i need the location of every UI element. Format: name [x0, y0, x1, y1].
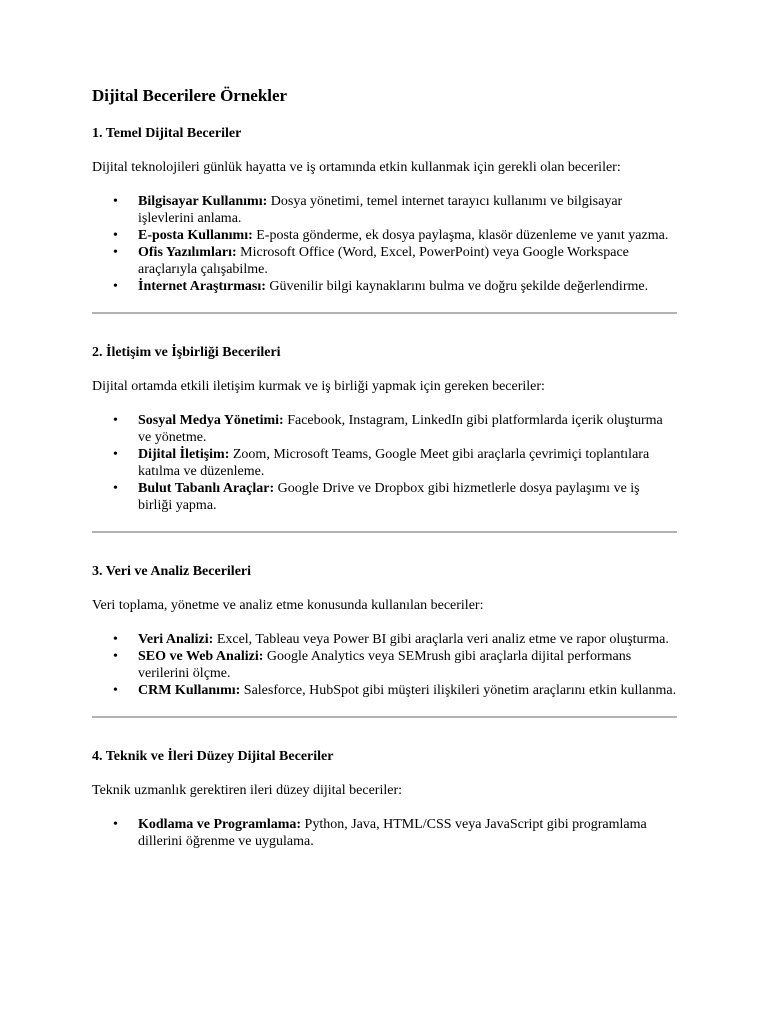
item-text: Google Analytics veya SEMrush gibi araçlarla dijital performans verilerini ölçme. — [138, 649, 632, 681]
list-item — [92, 227, 677, 244]
section-veri — [92, 563, 677, 699]
section-heading: 3. Veri ve Analiz Becerileri — [92, 564, 252, 579]
section-intro: Veri toplama, yönetme ve analiz etme konusunda kullanılan beceriler: — [92, 598, 484, 613]
item-text: Facebook, Instagram, LinkedIn gibi platformlarda içerik oluşturma ve yönetme. — [138, 413, 663, 445]
list-item — [92, 244, 677, 278]
list-item — [92, 278, 677, 295]
list-item — [92, 193, 677, 227]
list-item — [92, 648, 677, 682]
list-item — [92, 631, 677, 648]
item-text: E-posta gönderme, ek dosya paylaşma, klasör düzenleme ve yanıt yazma. — [252, 228, 669, 243]
section-temel — [92, 125, 677, 295]
bullet-list — [92, 631, 677, 699]
item-text: Güvenilir bilgi kaynaklarını bulma ve doğru şekilde değerlendirme. — [265, 279, 649, 294]
document-body — [92, 86, 677, 850]
section-intro: Teknik uzmanlık gerektiren ileri düzey dijital beceriler: — [92, 783, 403, 798]
item-term: Kodlama ve Programlama: — [138, 817, 302, 832]
document-title: Dijital Becerilere Örnekler — [92, 86, 288, 105]
section-heading: 2. İletişim ve İşbirliği Becerileri — [92, 345, 281, 360]
item-term: Ofis Yazılımları: — [138, 245, 237, 260]
item-term: E-posta Kullanımı: — [138, 228, 253, 243]
item-text: Salesforce, HubSpot gibi müşteri ilişkileri yönetim araçlarını etkin kullanma. — [240, 683, 677, 698]
section-heading: 1. Temel Dijital Beceriler — [92, 126, 242, 141]
list-item — [92, 480, 677, 514]
list-item — [92, 412, 677, 446]
section-heading: 4. Teknik ve İleri Düzey Dijital Beceriler — [92, 749, 334, 764]
item-term: SEO ve Web Analizi: — [138, 649, 264, 664]
item-text: Dosya yönetimi, temel internet tarayıcı kullanımı ve bilgisayar işlevlerini anlama. — [138, 194, 623, 226]
list-item — [92, 682, 677, 699]
section-teknik — [92, 748, 677, 850]
item-text: Zoom, Microsoft Teams, Google Meet gibi araçlarla çevrimiçi toplantılara katılma ve düzenleme. — [138, 447, 650, 479]
item-term: Bulut Tabanlı Araçlar: — [138, 481, 275, 496]
section-intro: Dijital teknolojileri günlük hayatta ve iş ortamında etkin kullanmak için gerekli olan beceriler: — [92, 160, 621, 175]
item-text: Microsoft Office (Word, Excel, PowerPoint) veya Google Workspace araçlarıyla çalışabilme. — [138, 245, 629, 277]
item-term: Bilgisayar Kullanımı: — [138, 194, 268, 209]
section-iletisim — [92, 344, 677, 514]
item-term: Veri Analizi: — [138, 632, 214, 647]
section-intro: Dijital ortamda etkili iletişim kurmak ve iş birliği yapmak için gereken beceriler: — [92, 379, 545, 394]
item-term: Sosyal Medya Yönetimi: — [138, 413, 284, 428]
item-text: Excel, Tableau veya Power BI gibi araçlarla veri analiz etme ve rapor oluşturma. — [213, 632, 669, 647]
item-term: CRM Kullanımı: — [138, 683, 241, 698]
item-term: Dijital İletişim: — [138, 447, 230, 462]
bullet-list — [92, 193, 677, 295]
bullet-list — [92, 816, 677, 850]
bullet-list — [92, 412, 677, 514]
item-text: Google Drive ve Dropbox gibi hizmetlerle dosya paylaşımı ve iş birliği yapma. — [138, 481, 640, 513]
list-item — [92, 816, 677, 850]
item-text: Python, Java, HTML/CSS veya JavaScript gibi programlama dillerini öğrenme ve uygulama. — [138, 817, 647, 849]
list-item — [92, 446, 677, 480]
item-term: İnternet Araştırması: — [138, 279, 266, 294]
